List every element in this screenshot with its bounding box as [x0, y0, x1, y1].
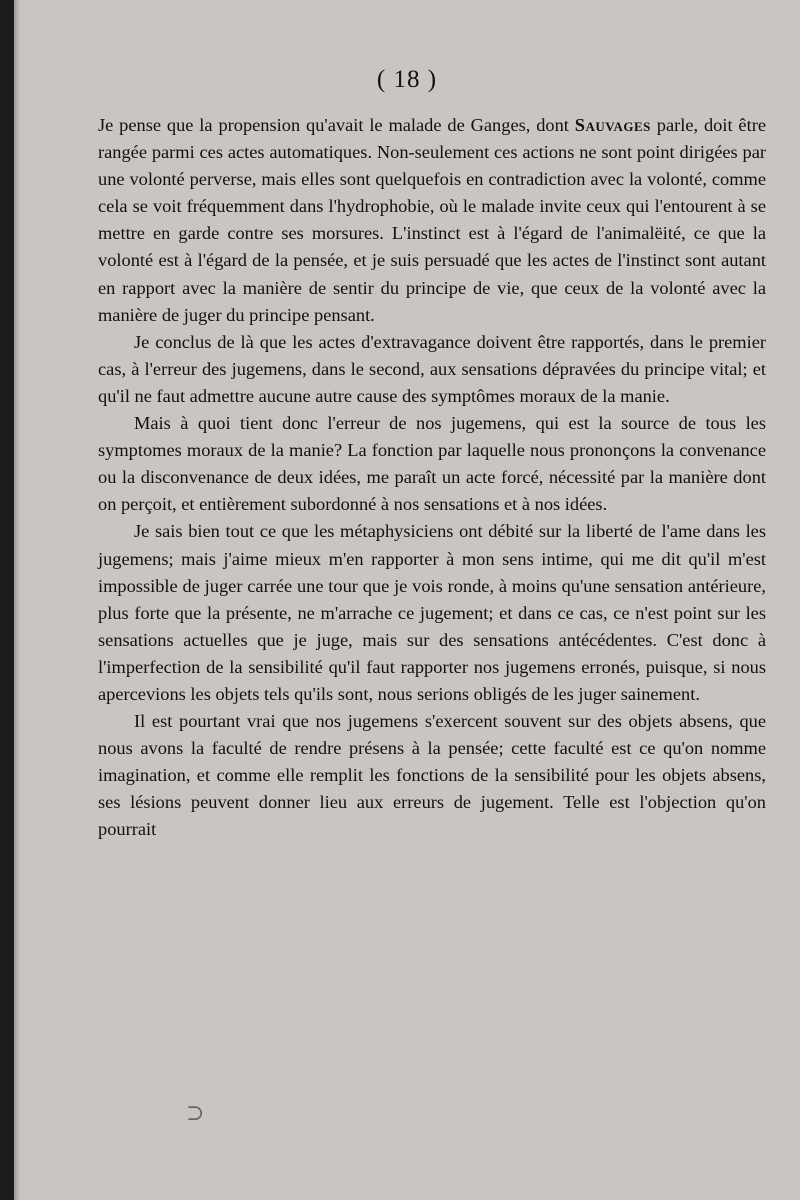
paragraph-3: Mais à quoi tient donc l'erreur de nos jugemens, qui est la source de tous les symptomes moraux de la manie? La fonction par laquelle nous prononçons la convenance ou la disconvenance de deux idées, me paraît un acte forcé, nécessité par la manière dont on perçoit, et entièrement subordonné à nos sensations et à nos idées.	[98, 413, 766, 515]
paragraph-4: Je sais bien tout ce que les métaphysiciens ont débité sur la liberté de l'ame dans les jugemens; mais j'aime mieux m'en rapporter à mon sens intime, qui me dit qu'il m'est impossible de juger carrée une tour que je vois ronde, à moins qu'une sensation antérieure, plus forte que la présente, ne m'arrache ce jugement; et dans ce cas, ce n'est point sur les sensations actuelles que je juge, mais sur des sensations antécédentes. C'est donc à l'imperfection de la sensibilité qu'il faut rapporter nos jugemens erronés, puisque, si nous apercevions les objets tels qu'ils sont, nous serions obligés de les juger sainement.	[98, 521, 766, 704]
page-body	[98, 112, 766, 844]
author-name-sauvages: Sauvages	[574, 115, 651, 135]
paragraph-2: Je conclus de là que les actes d'extravagance doivent être rapportés, dans le premier cas, à l'erreur des jugemens, dans le second, aux sensations dépravées du principe vital; et qu'il ne faut admettre aucune autre cause des symptômes moraux de la manie.	[98, 331, 766, 406]
paragraph-1-lead: Je pense que la propension qu'avait le malade de Ganges, dont	[98, 115, 575, 135]
paragraph-5: Il est pourtant vrai que nos jugemens s'exercent souvent sur des objets absens, que nous avons la faculté de rendre présens à la pensée; cette faculté est ce qu'on nomme imagination, et comme elle remplit les fonctions de la sensibilité pour les objets absens, ses lésions peuvent donner lieu aux erreurs de jugement. Telle est l'objection qu'on pourrait	[98, 711, 766, 840]
page-binding-edge	[14, 0, 20, 1200]
page-number: ( 18 )	[376, 66, 438, 93]
paragraph-1	[98, 112, 766, 329]
ink-mark: ⊃	[186, 1100, 205, 1125]
paragraph-1-rest: parle, doit être rangée parmi ces actes automatiques. Non-seulement ces actions ne sont point dirigées par une volonté perverse, mais elles sont quelquefois en contradiction avec la volonté, comme cela se voit fréquemment dans l'hydrophobie, où le malade invite ceux qui l'entourent à se mettre en garde contre ses morsures. L'instinct est à l'égard de l'animalëité, ce que la volonté est à l'égard de la pensée, et je suis persuadé que les actes de l'instinct sont autant en rapport avec la manière de sentir du principe de vie, que ceux de la volonté avec la manière de juger du principe pensant.	[98, 115, 766, 325]
book-page	[14, 0, 800, 1200]
